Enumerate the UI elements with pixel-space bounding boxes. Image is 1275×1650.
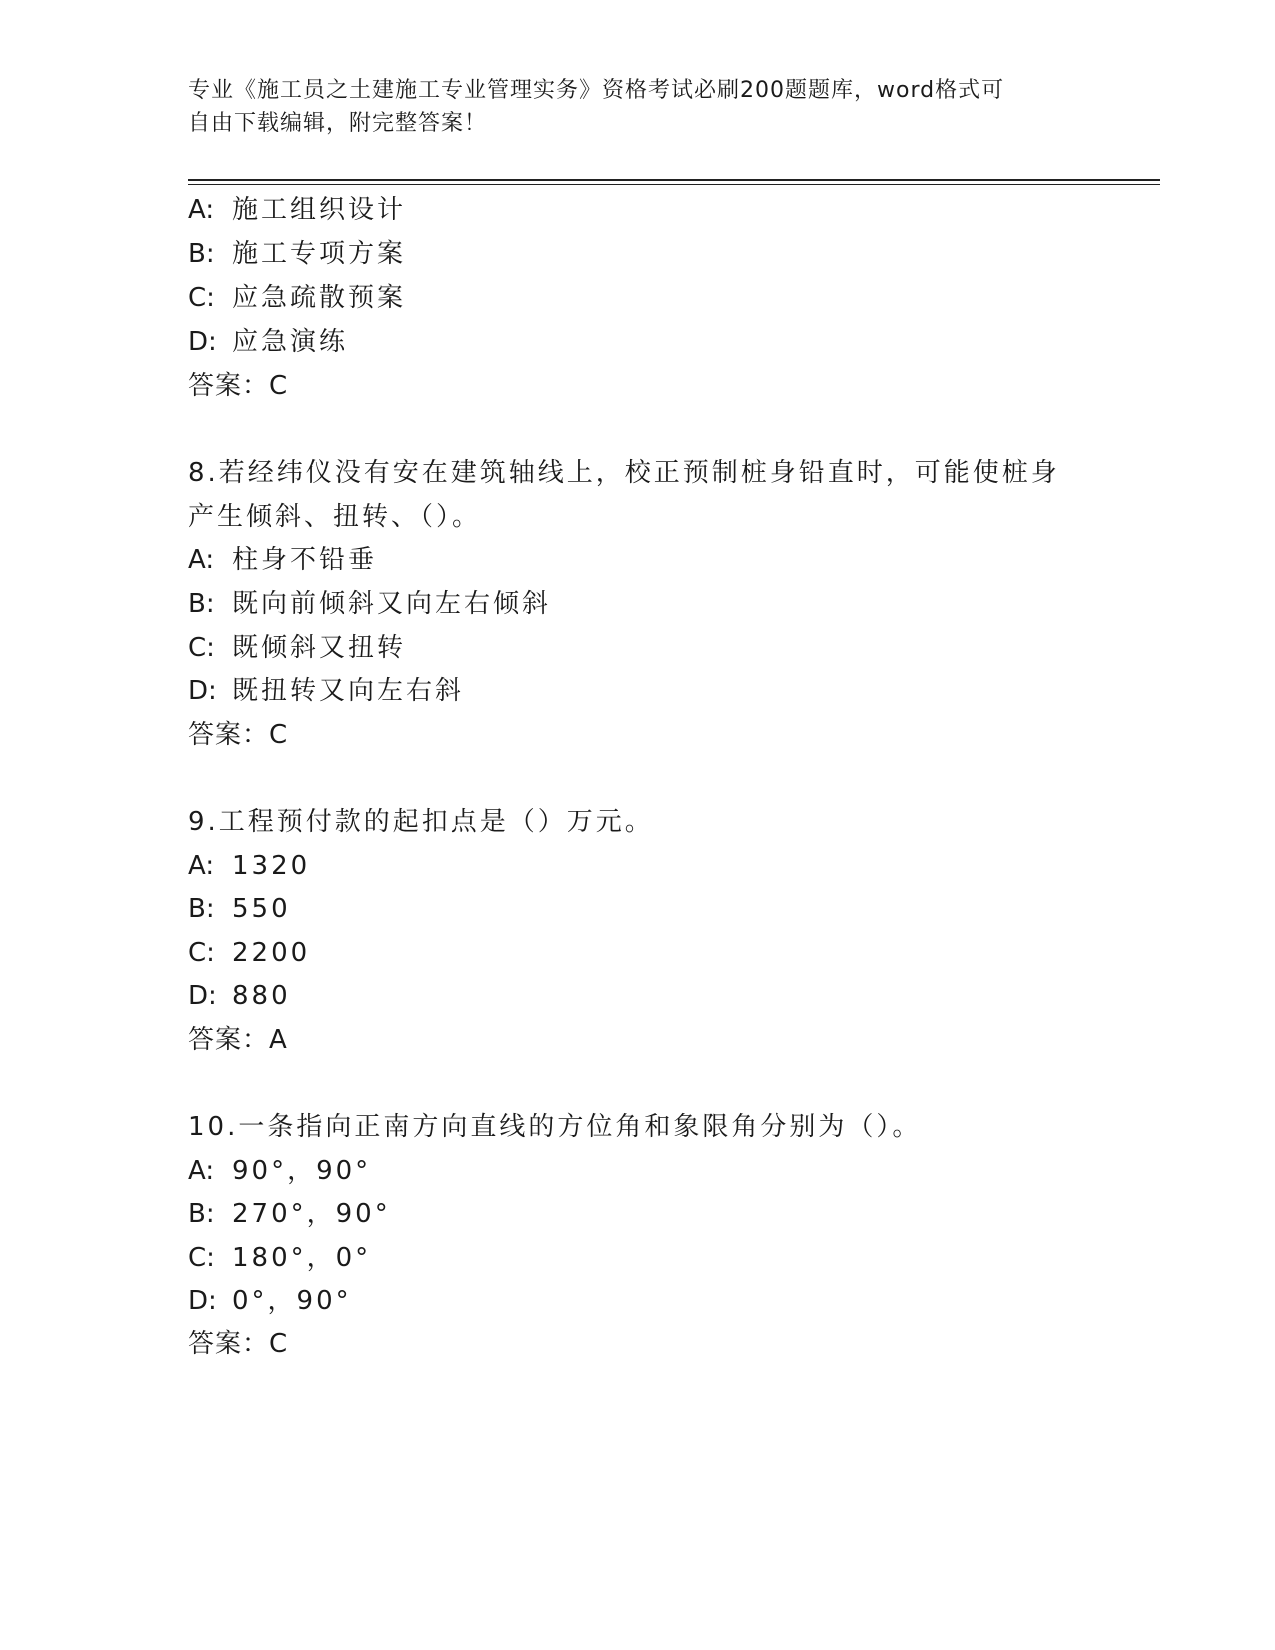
q9-option-a (188, 849, 310, 883)
option-text: 施工专项方案 (232, 239, 407, 269)
option-letter: A: (188, 545, 215, 575)
q8-option-a (188, 543, 377, 577)
option-text: 90°，90° (232, 1156, 372, 1186)
option-letter: A: (188, 1156, 215, 1186)
option-text: 550 (232, 894, 291, 924)
option-text: 0°，90° (232, 1286, 352, 1316)
option-letter: D: (188, 327, 217, 357)
option-letter: A: (188, 195, 215, 225)
q8-stem-line-2: 产生倾斜、扭转、（）。 (188, 502, 482, 532)
option-text: 应急演练 (232, 327, 349, 357)
header-divider-thin (188, 184, 1160, 185)
q9-stem-line-1: 9.工程预付款的起扣点是（）万元。 (188, 807, 654, 837)
q8-stem-line-1: 8.若经纬仪没有安在建筑轴线上，校正预制桩身铅直时，可能使桩身 (188, 458, 1060, 488)
option-text: 880 (232, 981, 291, 1011)
option-text: 应急疏散预案 (232, 283, 407, 313)
q7-option-c (188, 281, 406, 315)
q10-option-b (188, 1197, 391, 1231)
q8-option-d (188, 674, 464, 708)
q9-answer: 答案：A (188, 1025, 288, 1055)
q10-option-c (188, 1241, 371, 1275)
option-text: 1320 (232, 851, 311, 881)
document-header (188, 74, 1088, 140)
q7-option-d (188, 325, 348, 359)
option-letter: D: (188, 676, 217, 706)
q9-option-c (188, 936, 310, 970)
option-letter: C: (188, 1243, 215, 1273)
q10-option-a (188, 1154, 371, 1188)
option-text: 既扭转又向左右斜 (232, 676, 465, 706)
q9-option-b (188, 892, 291, 926)
option-letter: D: (188, 981, 217, 1011)
header-line-2: 自由下载编辑，附完整答案！ (188, 111, 488, 136)
q7-option-a (188, 193, 406, 227)
option-letter: B: (188, 1199, 215, 1229)
option-text: 柱身不铅垂 (232, 545, 378, 575)
option-letter: B: (188, 589, 215, 619)
q7-answer: 答案：C (188, 371, 289, 401)
option-text: 2200 (232, 938, 311, 968)
option-text: 270°，90° (232, 1199, 391, 1229)
option-letter: D: (188, 1286, 217, 1316)
header-line-1: 专业《施工员之土建施工专业管理实务》资格考试必刷200题题库，word格式可 (188, 78, 1005, 103)
option-text: 既倾斜又扭转 (232, 633, 407, 663)
option-letter: C: (188, 633, 215, 663)
option-letter: B: (188, 239, 215, 269)
q10-option-d (188, 1284, 352, 1318)
option-text: 180°，0° (232, 1243, 372, 1273)
q9-option-d (188, 979, 291, 1013)
q7-option-b (188, 237, 406, 271)
header-divider-thick (188, 179, 1160, 181)
option-letter: C: (188, 938, 215, 968)
q10-answer: 答案：C (188, 1329, 289, 1359)
option-letter: A: (188, 851, 215, 881)
q8-option-c (188, 631, 406, 665)
option-text: 既向前倾斜又向左右倾斜 (232, 589, 552, 619)
option-letter: C: (188, 283, 215, 313)
q10-stem-line-1: 10.一条指向正南方向直线的方位角和象限角分别为（）。 (188, 1112, 922, 1142)
q8-answer: 答案：C (188, 720, 289, 750)
q8-option-b (188, 587, 551, 621)
option-letter: B: (188, 894, 215, 924)
option-text: 施工组织设计 (232, 195, 407, 225)
